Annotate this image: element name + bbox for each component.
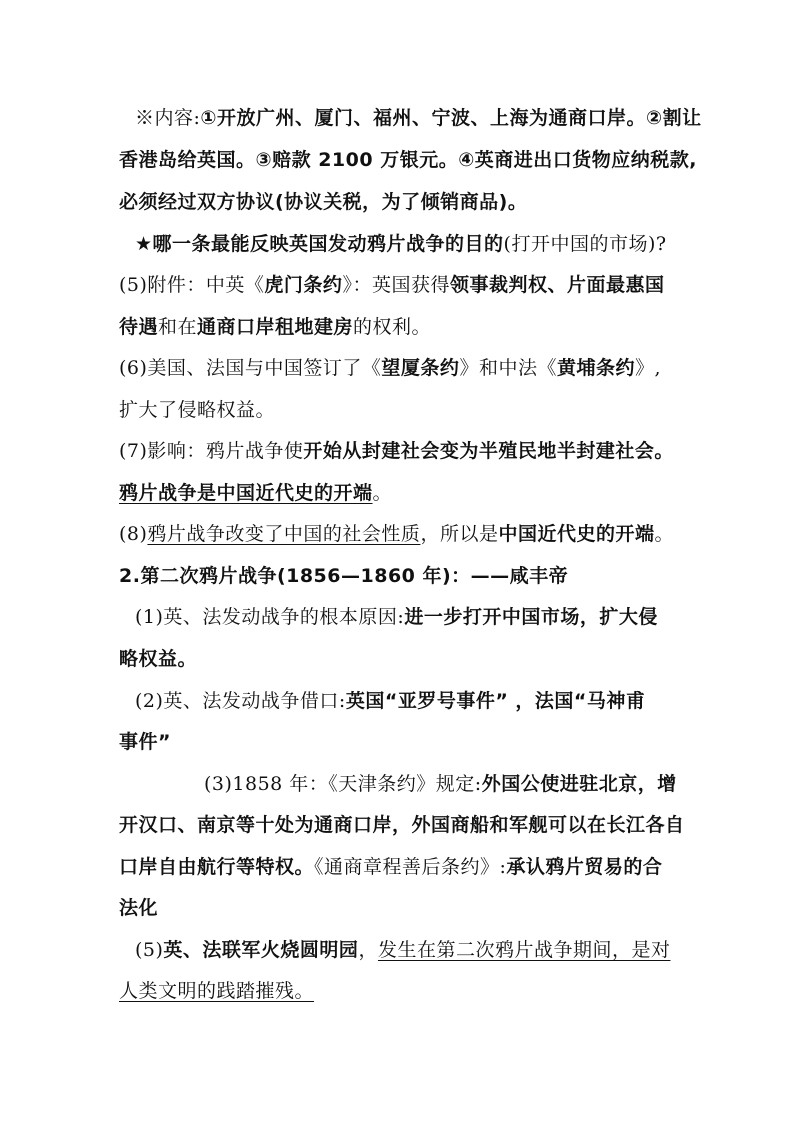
tianjin-treaty-text: 外国公使进驻北京，增 bbox=[481, 773, 677, 795]
root-cause-label: (1)英、法发动战争的根本原因: bbox=[135, 606, 405, 628]
text-line-4 bbox=[135, 229, 695, 259]
modern-history-start: 鸦片战争是中国近代史的开端 bbox=[119, 482, 373, 504]
pretext-text: 英国“亚罗号事件” ，法国“马神甫 bbox=[345, 690, 646, 712]
impact-prefix: (7)影响：鸦片战争使 bbox=[119, 440, 304, 462]
second-opium-war-heading: 2.第二次鸦片战争(1856—1860 年)：——咸丰帝 bbox=[119, 565, 569, 587]
appendix-prefix: (5)附件：中英《 bbox=[119, 274, 265, 296]
lease-land-text: 通商口岸租地建房 bbox=[197, 316, 354, 338]
consular-jurisdiction: 领事裁判权、片面最惠国 bbox=[449, 274, 665, 296]
modern-history-start-2: 中国近代史的开端 bbox=[498, 523, 655, 545]
text-line-19 bbox=[119, 852, 679, 882]
text-line-1 bbox=[135, 103, 702, 133]
occurred-during-text: 发生在第二次鸦片战争期间，是对 bbox=[377, 939, 671, 961]
privilege-text: 口岸自由航行等特权。 bbox=[119, 856, 315, 878]
text-line-18 bbox=[119, 810, 685, 840]
text-line-10 bbox=[119, 478, 679, 508]
question-answer: (打开中国的市场)? bbox=[503, 233, 667, 255]
humen-treaty: 虎门条约 bbox=[264, 274, 343, 296]
text-line-9 bbox=[119, 436, 679, 466]
civilization-damage-text: 人类文明的践踏摧残。 bbox=[119, 980, 315, 1002]
content-label: ※内容: bbox=[135, 107, 201, 129]
treaty-content-2: 香港岛给英国。③赔款 2100 万银元。④英商进出口货物应纳税款, bbox=[119, 149, 698, 171]
semi-colonial-text: 开始从封建社会变为半殖民地半封建社会。 bbox=[303, 440, 674, 462]
expand-rights-text: 扩大了侵略权益。 bbox=[119, 399, 276, 421]
treaty-content-3: 必须经过双方协议(协议关税，为了倾销商品)。 bbox=[119, 191, 528, 213]
text-line-5 bbox=[119, 270, 679, 300]
treaty-content-1: ①开放广州、厦门、福州、宁波、上海为通商口岸。②割让 bbox=[200, 107, 702, 129]
text-line-15 bbox=[135, 686, 695, 716]
line10-end: 。 bbox=[372, 482, 393, 504]
us-france-prefix: (6)美国、法国与中国签订了《 bbox=[119, 357, 382, 379]
and-text: 和在 bbox=[158, 316, 198, 338]
social-nature-change: 鸦片战争改变了中国的社会性质 bbox=[147, 523, 421, 545]
trade-regulation-treaty: 《通商章程善后条约》: bbox=[314, 856, 507, 878]
rights-text: 的权利。 bbox=[353, 316, 432, 338]
text-line-6 bbox=[119, 312, 679, 342]
text-line-2 bbox=[119, 145, 698, 175]
burning-yuanmingyuan: 英、法联军火烧圆明园 bbox=[163, 939, 359, 961]
line7-end: 》, bbox=[634, 357, 662, 379]
text-line-20 bbox=[119, 893, 679, 923]
root-cause-text: 进一步打开中国市场，扩大侵 bbox=[404, 606, 658, 628]
comma: ， bbox=[358, 939, 378, 961]
text-line-13 bbox=[135, 602, 695, 632]
text-line-11 bbox=[119, 519, 679, 549]
pretext-end: 事件” bbox=[119, 731, 171, 753]
legalization-end: 法化 bbox=[119, 897, 159, 919]
text-line-22 bbox=[119, 976, 679, 1006]
wangxia-treaty: 望厦条约 bbox=[381, 357, 460, 379]
appendix-mid: 》：英国获得 bbox=[342, 274, 450, 296]
tianjin-treaty-text-2: 开汉口、南京等十处为通商口岸，外国商船和军舰可以在长江各自 bbox=[119, 814, 685, 836]
item5-number: (5) bbox=[135, 939, 164, 961]
root-cause-end: 略权益。 bbox=[119, 648, 198, 670]
text-line-3 bbox=[119, 187, 679, 217]
tianjin-treaty-label: (3)1858 年：《天津条约》规定: bbox=[204, 773, 482, 795]
treatment-text: 待遇 bbox=[119, 316, 159, 338]
text-line-7 bbox=[119, 353, 679, 383]
sino-french-text: 》和中法《 bbox=[459, 357, 557, 379]
text-line-8 bbox=[119, 395, 679, 425]
item8-number: (8) bbox=[119, 523, 148, 545]
text-line-16 bbox=[119, 727, 679, 757]
section-heading-2 bbox=[119, 561, 679, 591]
so-text: ，所以是 bbox=[420, 523, 499, 545]
line11-end: 。 bbox=[654, 523, 674, 545]
pretext-label: (2)英、法发动战争借口: bbox=[135, 690, 346, 712]
question-text: ★哪一条最能反映英国发动鸦片战争的目的 bbox=[135, 233, 504, 255]
opium-legal-text: 承认鸦片贸易的合 bbox=[506, 856, 663, 878]
whampoa-treaty: 黄埔条约 bbox=[556, 357, 635, 379]
text-line-14 bbox=[119, 644, 679, 674]
text-line-21 bbox=[135, 935, 695, 965]
text-line-17 bbox=[204, 769, 764, 799]
